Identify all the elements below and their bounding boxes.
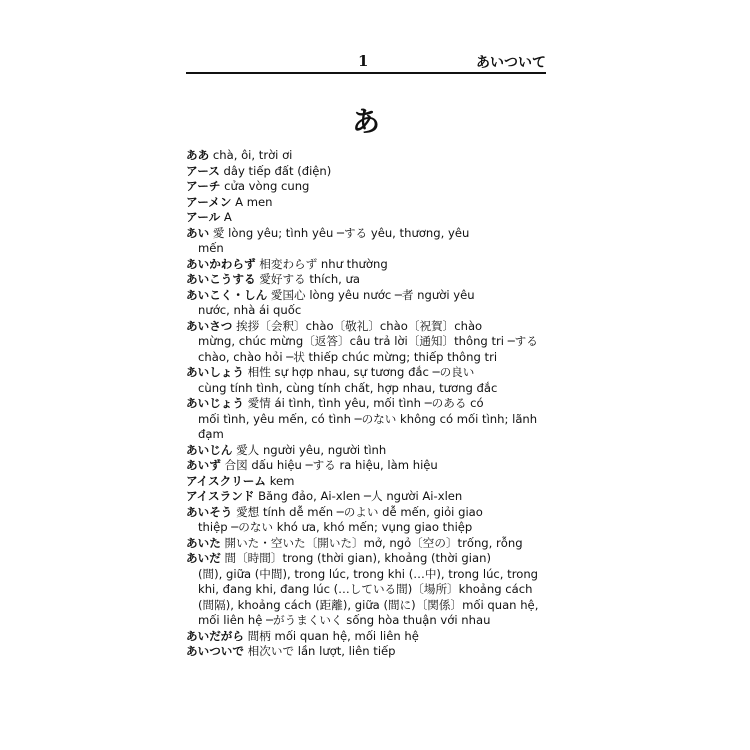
page-header <box>186 50 546 76</box>
header-rule <box>186 72 546 74</box>
running-head: あいついて <box>476 55 546 71</box>
list-item <box>186 629 546 645</box>
list-item <box>186 319 546 366</box>
definition-continuation: mừng, chúc mừng〔返答〕câu trả lời〔通知〕thông tri ─する chào, chào hỏi ─状 thiếp chúc mừng; thiếp thông tri <box>198 334 538 364</box>
headword: あいだ <box>186 551 221 565</box>
list-item <box>186 164 546 180</box>
headword: アーチ <box>186 179 221 193</box>
list-item <box>186 226 546 257</box>
headword: あいず <box>186 458 221 472</box>
list-item <box>186 257 546 273</box>
headword: アイスランド <box>186 489 255 503</box>
definition: 愛国心 lòng yêu nước ─者 người yêu <box>270 287 475 302</box>
definition-continuation: cùng tính tình, cùng tính chất, hợp nhau, tương đắc <box>198 380 498 395</box>
headword: ああ <box>186 148 210 162</box>
headword: アール <box>186 210 221 224</box>
definition: 愛人 người yêu, người tình <box>236 442 387 457</box>
definition-continuation: nước, nhà ái quốc <box>198 303 302 317</box>
section-heading: あ <box>351 105 380 138</box>
definition: 愛好する thích, ưa <box>259 272 360 286</box>
definition: 愛 lòng yêu; tình yêu ─する yêu, thương, yêu <box>212 225 470 240</box>
definition: chà, ôi, trời ơi <box>212 148 293 162</box>
headword: あいじん <box>186 442 233 457</box>
definition: 間〔時間〕trong (thời gian), khoảng (thời gian) <box>224 551 491 565</box>
list-item <box>186 272 546 288</box>
list-item <box>186 195 546 211</box>
entry-list <box>186 148 546 660</box>
headword: あいついで <box>186 644 244 658</box>
definition-continuation: thiệp ─のない khó ưa, khó mến; vụng giao thiệp <box>198 520 473 534</box>
definition: cửa vòng cung <box>224 179 310 193</box>
list-item <box>186 644 546 660</box>
headword: あいじょう <box>186 396 244 410</box>
list-item <box>186 148 546 164</box>
definition: 挨拶〔会釈〕chào〔敬礼〕chào〔祝賀〕chào <box>236 318 483 333</box>
list-item <box>186 443 546 459</box>
definition: 相性 sự hợp nhau, sự tương đắc ─の良い <box>247 365 475 379</box>
definition: 開いた・空いた〔開いた〕mở, ngỏ〔空の〕trống, rỗng <box>224 535 523 550</box>
definition: kem <box>269 473 295 488</box>
list-item <box>186 288 546 319</box>
definition: dây tiếp đất (điện) <box>223 163 332 178</box>
headword: あい <box>186 225 210 240</box>
definition: 合図 dấu hiệu ─する ra hiệu, làm hiệu <box>224 458 438 472</box>
list-item <box>186 396 546 443</box>
list-item <box>186 489 546 505</box>
definition: Băng đảo, Ai-xlen ─人 người Ai-xlen <box>258 489 463 503</box>
headword: あいさつ <box>186 318 233 333</box>
list-item <box>186 505 546 536</box>
definition: A <box>223 210 232 224</box>
headword: あいだがら <box>186 628 244 643</box>
list-item <box>186 458 546 474</box>
dictionary-page <box>186 50 546 710</box>
list-item <box>186 210 546 226</box>
headword: あいた <box>186 535 221 550</box>
headword: アイスクリーム <box>186 473 266 488</box>
definition-continuation: (間), giữa (中間), trong lúc, trong khi (…中), trong lúc, trong khi, đang khi, đang lúc (…している間)〔場所〕khoảng cách (間隔), khoảng cách (距離), giữa (間に)〔関係〕mối quan hệ, mối liên hệ ─がうまくいく sống hòa thuận với nhau <box>198 566 539 627</box>
headword: アース <box>186 163 220 178</box>
headword: あいかわらず <box>186 256 256 271</box>
definition: 間柄 mối quan hệ, mối liên hệ <box>247 628 419 643</box>
headword: あいこく・しん <box>186 287 268 302</box>
list-item <box>186 551 546 629</box>
headword: アーメン <box>186 194 232 209</box>
definition: 相変わらず như thường <box>259 256 388 271</box>
list-item <box>186 474 546 490</box>
definition-continuation: mối tình, yêu mến, có tình ─のない không có mối tình; lãnh đạm <box>198 411 538 441</box>
headword: あいしょう <box>186 365 244 379</box>
headword: あいそう <box>186 504 233 519</box>
definition-continuation: mến <box>198 241 224 255</box>
page-number: 1 <box>358 52 369 70</box>
list-item <box>186 365 546 396</box>
definition: A men <box>235 194 273 209</box>
list-item <box>186 179 546 195</box>
list-item <box>186 536 546 552</box>
definition: 愛情 ái tình, tình yêu, mối tình ─のある có <box>247 396 484 410</box>
definition: 愛想 tính dễ mến ─のよい dễ mến, giỏi giao <box>236 504 483 519</box>
definition: 相次いで lần lượt, liên tiếp <box>247 644 396 658</box>
headword: あいこうする <box>186 272 256 286</box>
